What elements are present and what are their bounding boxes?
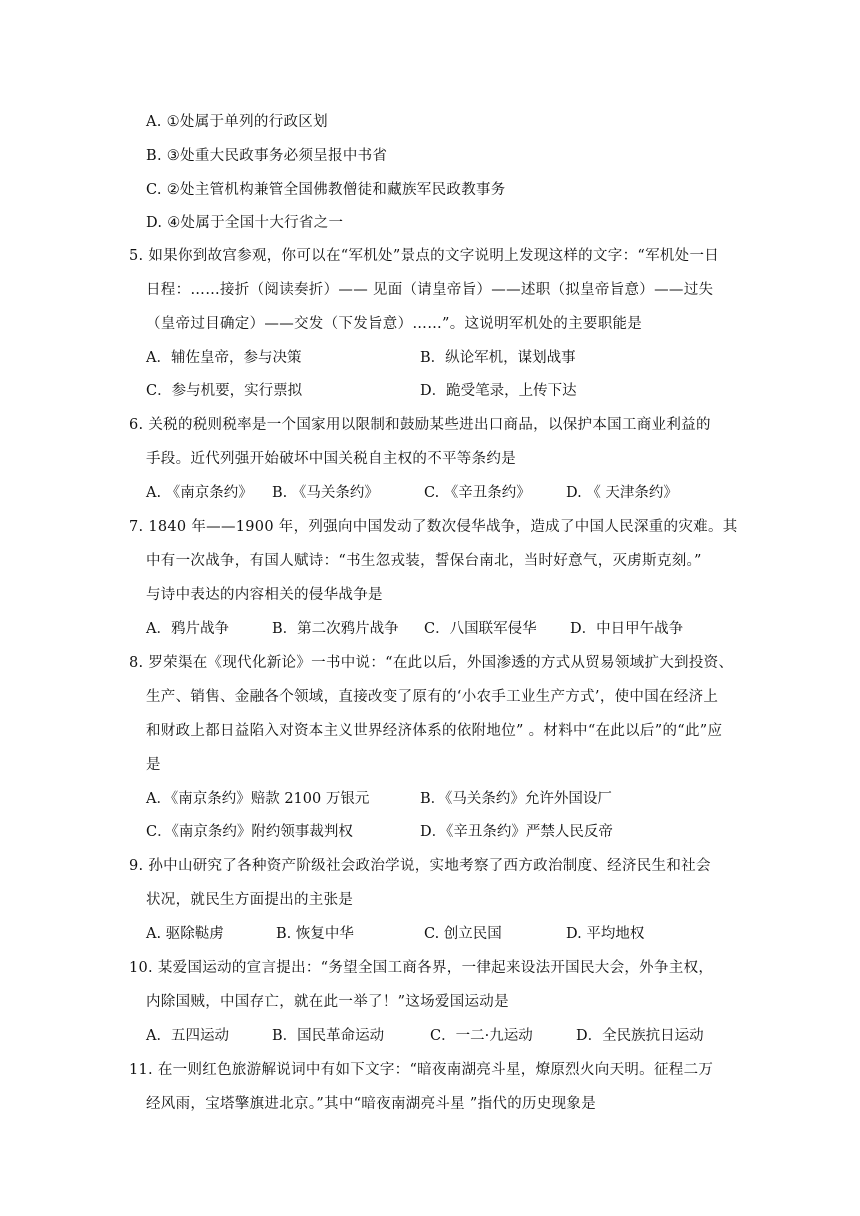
q10-stem-line-2: 内除国贼，中国存亡，就在此一举了！”这场爱国运动是 — [146, 994, 509, 1010]
q6-option-b: B. 《马关条约》 — [272, 485, 379, 501]
q11-stem-line-2: 经风雨，宝塔擎旗进北京。”其中“暗夜南湖亮斗星 ”指代的历史现象是 — [146, 1096, 596, 1112]
q5-option-d: D．跪受笔录，上传下达 — [420, 383, 577, 399]
q6-option-c: C. 《辛丑条约》 — [424, 485, 531, 501]
q5-option-b: B．纵论军机，谋划战事 — [420, 350, 576, 366]
q5-option-c: C．参与机要，实行票拟 — [146, 383, 303, 399]
q9-stem-line-2: 状况，就民生方面提出的主张是 — [146, 892, 354, 908]
q10-option-d: D．全民族抗日运动 — [576, 1028, 704, 1044]
q7-stem-line-2: 中有一次战争，有国人赋诗：“书生忽戎装，誓保台南北，当时好意气，灭虏斯克刻。” — [146, 553, 702, 569]
q5-option-a: A．辅佐皇帝，参与决策 — [146, 350, 302, 366]
q7-stem-line-1: 7. 1840 年——1900 年，列强向中国发动了数次侵华战争，造成了中国人民深重的灾难。其 — [129, 519, 738, 535]
q8-option-d: D．《辛丑条约》严禁人民反帝 — [420, 824, 613, 840]
q5-stem-line-2: 日程：……接折（阅读奏折）—— 见面（请皇帝旨）——述职（拟皇帝旨意）——过失 — [146, 282, 714, 298]
q7-option-c: C．八国联军侵华 — [424, 621, 537, 637]
q9-option-b: B. 恢复中华 — [276, 926, 354, 942]
q8-stem-line-3: 和财政上都日益陷入对资本主义世界经济体系的依附地位” 。材料中“在此以后”的“此”应 — [146, 723, 723, 739]
q10-option-c: C．一二·九运动 — [430, 1028, 533, 1044]
q6-stem-line-2: 手段。近代列强开始破坏中国关税自主权的不平等条约是 — [146, 451, 516, 467]
q7-stem-line-3: 与诗中表达的内容相关的侵华战争是 — [146, 587, 383, 603]
q8-stem-line-1: 8. 罗荣渠在《现代化新论》一书中说：“在此以后，外国渗透的方式从贸易领域扩大到投资、 — [129, 655, 734, 671]
q6-option-a: A. 《南京条约》 — [146, 485, 253, 501]
q5-stem-line-1: 5. 如果你到故宫参观，你可以在“军机处”景点的文字说明上发现这样的文字：“军机处一日 — [129, 248, 720, 264]
q10-option-a: A．五四运动 — [146, 1028, 229, 1044]
q4-option-c: C. ②处主管机构兼管全国佛教僧徒和藏族军民政教事务 — [146, 182, 506, 198]
q10-option-b: B．国民革命运动 — [272, 1028, 385, 1044]
q8-option-b: B．《马关条约》允许外国设厂 — [420, 791, 612, 807]
q8-stem-line-2: 生产、销售、金融各个领域，直接改变了原有的‘小农手工业生产方式’，使中国在经济上 — [146, 689, 719, 705]
q4-option-b: B. ③处重大民政事务必须呈报中书省 — [146, 148, 388, 164]
q9-option-a: A. 驱除鞑虏 — [146, 926, 224, 942]
q9-stem-line-1: 9. 孙中山研究了各种资产阶级社会政治学说，实地考察了西方政治制度、经济民生和社会 — [129, 858, 711, 874]
q11-stem-line-1: 11. 在一则红色旅游解说词中有如下文字：“暗夜南湖亮斗星，燎原烈火向天明。征程二万 — [129, 1062, 714, 1078]
q7-option-d: D．中日甲午战争 — [570, 621, 684, 637]
q7-option-a: A．鸦片战争 — [146, 621, 229, 637]
q7-option-b: B．第二次鸦片战争 — [272, 621, 399, 637]
q5-stem-line-3: （皇帝过目确定）——交发（下发旨意）……”。这说明军机处的主要职能是 — [146, 316, 643, 332]
q6-option-d: D. 《 天津条约》 — [566, 485, 678, 501]
q4-option-a: A. ①处属于单列的行政区划 — [146, 114, 328, 130]
q9-option-d: D. 平均地权 — [566, 926, 645, 942]
q8-stem-line-4: 是 — [146, 757, 161, 773]
q8-option-a: A．《南京条约》赔款 2100 万银元 — [146, 791, 370, 807]
q6-stem-line-1: 6. 关税的税则税率是一个国家用以限制和鼓励某些进出口商品，以保护本国工商业利益的 — [129, 417, 711, 433]
q8-option-c: C．《南京条约》附约领事裁判权 — [146, 824, 353, 840]
q4-option-d: D. ④处属于全国十大行省之一 — [146, 215, 344, 231]
q9-option-c: C. 创立民国 — [424, 926, 502, 942]
q10-stem-line-1: 10. 某爱国运动的宣言提出：“务望全国工商各界，一律起来设法开国民大会，外争主权， — [129, 960, 714, 976]
